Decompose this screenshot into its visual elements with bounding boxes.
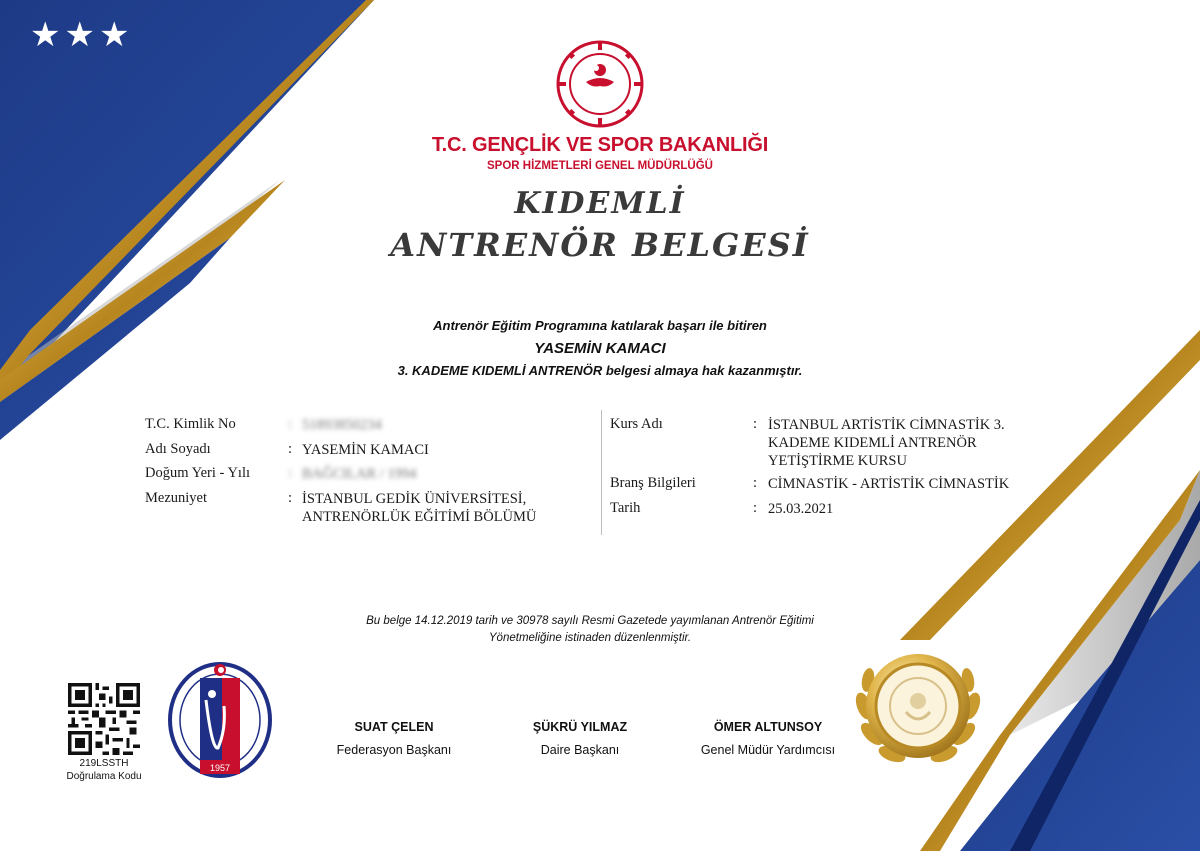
- gold-seal-icon: [848, 646, 988, 770]
- course-value-line1: İSTANBUL ARTİSTİK CİMNASTİK 3.: [768, 417, 1005, 433]
- branch-value: CİMNASTİK - ARTİSTİK CİMNASTİK: [768, 476, 1010, 492]
- colon: :: [288, 441, 293, 457]
- verification-label: Doğrulama Kodu: [66, 771, 142, 782]
- graduation-value-line1: İSTANBUL GEDİK ÜNİVERSİTESİ,: [302, 491, 527, 507]
- graduation-value-line2: ANTRENÖRLÜK EĞİTİMİ BÖLÜMÜ: [302, 509, 537, 525]
- signatory-title-2: Daire Başkanı: [540, 743, 620, 757]
- intro-text: Antrenör Eğitim Programına katılarak başarı ile bitiren: [433, 318, 767, 333]
- name-label: Adı Soyadı: [145, 441, 211, 457]
- course-info: [610, 416, 1070, 536]
- legal-line1: Bu belge 14.12.2019 tarih ve 30978 sayılı Resmi Gazetede yayımlanan Antrenör Eğitimi: [366, 615, 814, 627]
- qr-code-icon[interactable]: [68, 683, 140, 755]
- name-value: YASEMİN KAMACI: [302, 442, 429, 458]
- stars-decoration: ★★★: [30, 16, 134, 54]
- colon: :: [288, 465, 293, 481]
- branch-label: Branş Bilgileri: [610, 475, 696, 491]
- birth-value: BAĞCILAR / 1994: [302, 466, 417, 482]
- verification-code: 219LSSTH: [79, 758, 129, 769]
- legal-notice: [300, 613, 880, 647]
- course-value-line3: YETİŞTİRME KURSU: [768, 453, 907, 469]
- column-divider: [601, 410, 602, 535]
- certificate-title-line2: ANTRENÖR BELGESİ: [390, 226, 810, 264]
- certificate-title-line1: KIDEMLİ: [514, 186, 686, 221]
- course-value-line2: KADEME KIDEMLİ ANTRENÖR: [768, 435, 977, 451]
- directorate-name: SPOR HİZMETLERİ GENEL MÜDÜRLÜĞÜ: [487, 160, 713, 172]
- personal-info: [145, 416, 595, 536]
- id-value: 51893850234: [302, 417, 382, 433]
- colon: :: [288, 416, 293, 432]
- ministry-emblem-icon: [556, 40, 644, 128]
- colon: :: [288, 490, 293, 506]
- graduation-label: Mezuniyet: [145, 490, 208, 506]
- colon: :: [753, 500, 758, 516]
- federation-year: 1957: [209, 763, 231, 773]
- award-text: 3. KADEME KIDEMLİ ANTRENÖR belgesi almaya hak kazanmıştır.: [397, 363, 803, 378]
- id-label: T.C. Kimlik No: [145, 416, 236, 432]
- signatory-name-3: ÖMER ALTUNSOY: [713, 720, 823, 734]
- signatory-title-3: Genel Müdür Yardımcısı: [700, 743, 836, 757]
- birth-label: Doğum Yeri - Yılı: [145, 465, 250, 481]
- colon: :: [753, 416, 758, 432]
- course-label: Kurs Adı: [610, 416, 663, 432]
- date-label: Tarih: [610, 500, 641, 516]
- recipient-name: YASEMİN KAMACI: [534, 340, 666, 357]
- gymnastics-federation-logo-icon: [166, 660, 274, 784]
- legal-line2: Yönetmeliğine istinaden düzenlenmiştir.: [488, 632, 692, 644]
- signatory-name-2: ŞÜKRÜ YILMAZ: [532, 720, 628, 734]
- colon: :: [753, 475, 758, 491]
- date-value: 25.03.2021: [768, 501, 834, 517]
- signatory-title-1: Federasyon Başkanı: [336, 743, 452, 757]
- ministry-name: T.C. GENÇLİK VE SPOR BAKANLIĞI: [431, 134, 769, 156]
- signatory-name-1: SUAT ÇELEN: [354, 720, 434, 734]
